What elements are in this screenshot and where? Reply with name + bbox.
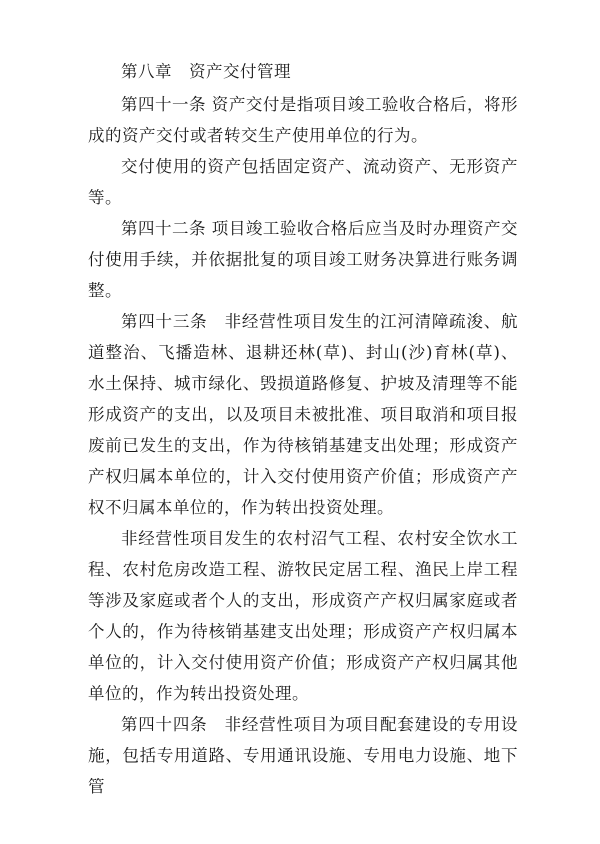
paragraph-article-42: 第四十二条 项目竣工验收合格后应当及时办理资产交付使用手续，并依据批复的项目竣工财务决算进行账务调整。 <box>88 219 518 300</box>
document-page <box>88 56 518 802</box>
paragraph-article-41: 第四十一条 资产交付是指项目竣工验收合格后，将形成的资产交付或者转交生产使用单位的行为。 <box>88 95 518 145</box>
paragraph-rural-projects: 非经营性项目发生的农村沼气工程、农村安全饮水工程、农村危房改造工程、游牧民定居工程、渔民上岸工程等涉及家庭或者个人的支出，形成资产产权归属家庭或者个人的，作为待核销基建支出处理；形成资产产权归属本单位的，计入交付使用资产价值；形成资产产权归属其他单位的，作为转出投资处理。 <box>88 529 518 703</box>
chapter-title: 第八章 资产交付管理 <box>121 62 291 81</box>
paragraph-delivered-assets: 交付使用的资产包括固定资产、流动资产、无形资产等。 <box>88 157 518 207</box>
paragraph-article-43: 第四十三条 非经营性项目发生的江河清障疏浚、航道整治、飞播造林、退耕还林(草)、封山(沙)育林(草)、水土保持、城市绿化、毁损道路修复、护坡及清理等不能形成资产的支出，以及项目未被批准、项目取消和项目报废前已发生的支出，作为待核销基建支出处理；形成资产产权归属本单位的，计入交付使用资产价值；形成资产产权不归属本单位的，作为转出投资处理。 <box>88 312 518 517</box>
paragraph-article-44: 第四十四条 非经营性项目为项目配套建设的专用设施，包括专用道路、专用通讯设施、专用电力设施、地下管 <box>88 715 518 796</box>
